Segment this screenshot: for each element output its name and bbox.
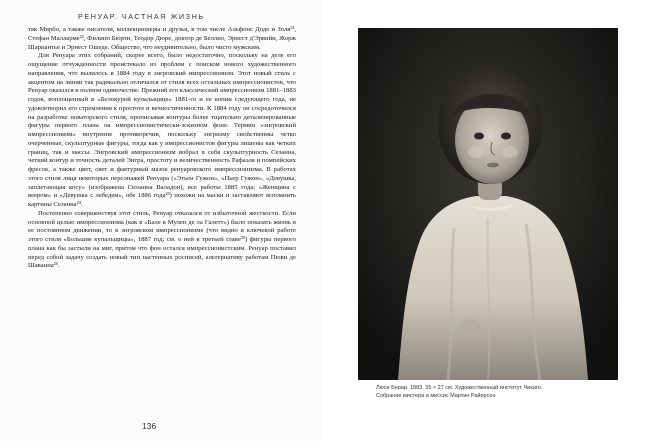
paragraph: Постепенно совершенствуя этот стиль, Ренуар отказался от избыточной жесткости. Если основной целью импрессионизма (как в «Бале в Мулен де ла Галетт») было показать жизнь в ее постоянном движении, то в энгровском импрессионизме (что видно в ключевой работе этого стиля «Большие купальщицы», 1887 год; см. о ней в третьей главе²⁵) фигуры первого плана как бы застыли на миг, притом что фон остался импрессионистским. Ренуар поставил перед собой задачу создать новый тип настенных росписей, альтернативу работам Пюви де Шаванна²⁶. <box>28 209 296 270</box>
hand <box>458 319 482 337</box>
body-text <box>28 26 296 271</box>
paragraph: Для Ренуара этих собраний, скорее всего, было недостаточно, поскольку на деле его ощущение отчужденности проистекало из проблем с поиском нового художественного направления, что вылилось в 1884 году в энгровский импрессионизм. Этот новый стиль с акцентом на линии так радикально отличался от стиля всех остальных импрессионистов, что Ренуар оказался в полном одиночестве. Прежний его классический импрессионизм 1881–1883 годов, воплощенный в «Белокурой купальщице» 1881-го и ее копии следующего года, не удовлетворил его стремления к простоте и вечностиченности. К 1884 году он сосредоточился на разработке новаторского стиля, прописывая контуры более тщательно детализированные фигуры первого плана на импрессионистически-эскизном фоне. Термин «энгровский импрессионизм» внутренне противоречив, поскольку энгризму свойственны четко очерченные, скульптурные фигуры, тогда как у импрессионистов фигуры лишены как четких границ, так и массы. Энгровский импрессионизм вобрал в себя скульптурность Сезанна, четкий контур и точность деталей Энгра, простоту и величественность Рафаэля и помпейских фресок, а также цвет, свет и фактурный мазок ренуаровского импрессионизма. В работах этого стиля лица некоторых персонажей Ренуара («Этьен Гужон», «Пьер Гужон», «Девушка, заплетающая косу» (изображена Сюзанна Валадон), все работы 1885 года; «Женщина с веером» и «Девушка с лебедем», обе 1886 года²³) похожи на маски и заставляют вспомнить картины Сезанна²⁴. <box>28 52 296 208</box>
figure-caption <box>376 385 624 400</box>
caption-line: Собрание мистера и миссис Мартин Райерсон <box>376 392 496 399</box>
caption-line: Люси Берар. 1883. 35 × 27 см. Художественный институт Чикаго. <box>376 385 543 391</box>
page-number: 136 <box>142 421 157 431</box>
right-page <box>322 0 645 441</box>
running-head: РЕНУАР. ЧАСТНАЯ ЖИЗНЬ <box>78 12 205 21</box>
portrait-painting <box>358 28 618 380</box>
paragraph: так Мирбо, а также писатели, коллекционеры и друзья, в том числе Альфонс Доде и Золя²¹, Стефан Малларме²², Филипп Бюрти, Теодор Дюре, доктор де Беллио, Эрнест д'Эрвийи, Жорж Шарпантье и Эрнест Ошеде. Общество, что неудивительно, было чисто мужским. <box>28 26 296 51</box>
portrait-image <box>358 28 618 380</box>
left-page <box>0 0 322 441</box>
